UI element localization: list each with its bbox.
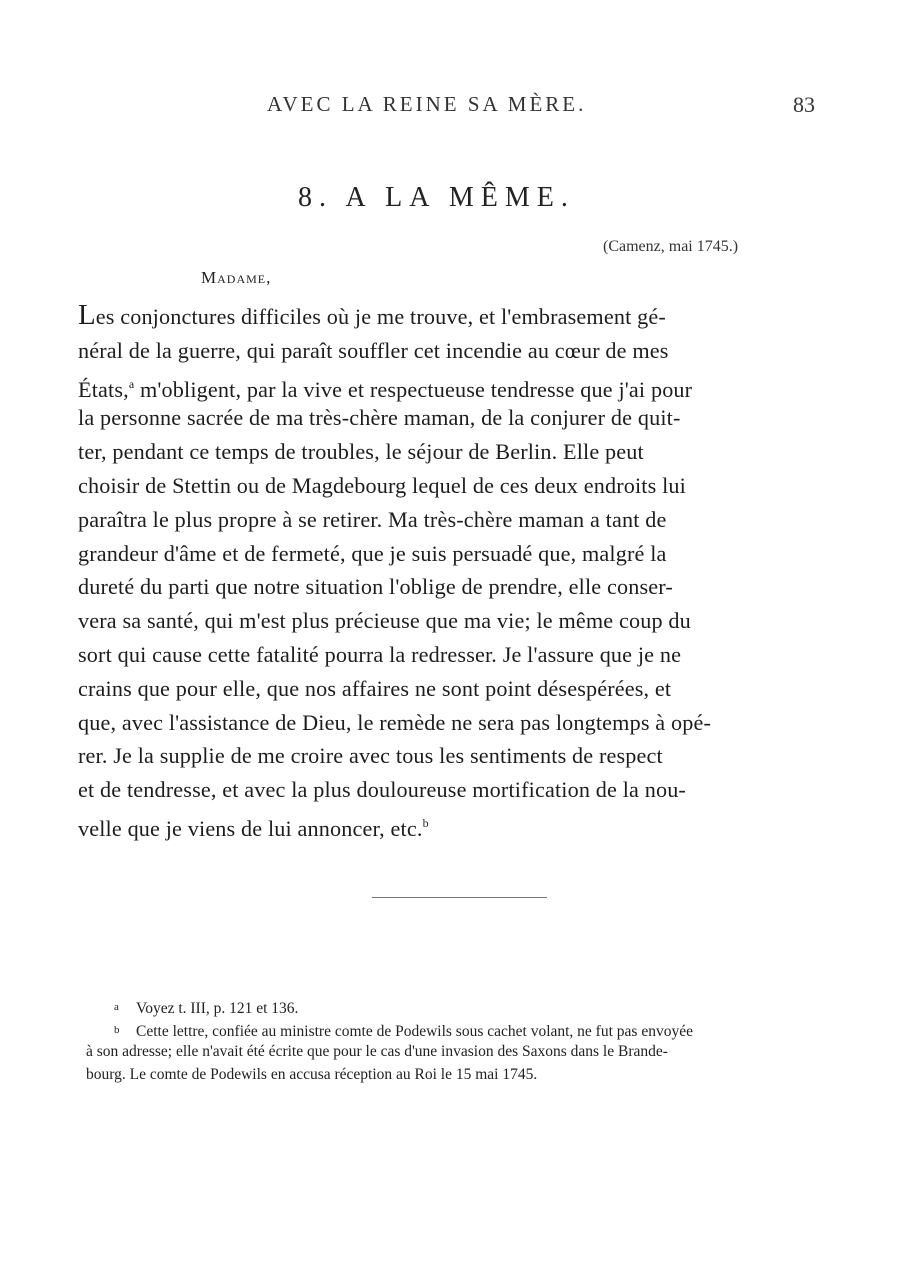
body-line-text: États, [78, 376, 129, 402]
footnote-marker: a [114, 1001, 119, 1013]
body-line: dureté du parti que notre situation l'oblige de prendre, elle conser- [78, 574, 673, 600]
body-line: la personne sacrée de ma très-chère maman, de la conjurer de quit- [78, 405, 681, 431]
body-line [78, 368, 830, 402]
letter-body [78, 300, 830, 841]
footnote-a [86, 996, 846, 1019]
dateline: (Camenz, mai 1745.) [603, 238, 739, 255]
body-line-text: velle que je viens de lui annoncer, etc. [78, 815, 423, 841]
footnote-b-continued: à son adresse; elle n'avait été écrite que pour le cas d'une invasion des Saxons dans le Brande- [86, 1043, 668, 1060]
body-line: vera sa santé, qui m'est plus précieuse que ma vie; le même coup du [78, 608, 691, 634]
footnote-ref-b: b [422, 815, 429, 830]
page-number: 83 [793, 92, 815, 117]
body-line: rer. Je la supplie de me croire avec tous les sentiments de respect [78, 743, 663, 769]
body-line: néral de la guerre, qui paraît souffler cet incendie au cœur de mes [78, 337, 669, 363]
footnote-marker: b [114, 1023, 120, 1036]
drop-capital: L [78, 299, 96, 331]
body-line: que, avec l'assistance de Dieu, le remède ne sera pas longtemps à opé- [78, 709, 712, 735]
footnote-ref-a: a [128, 376, 135, 391]
body-line: et de tendresse, et avec la plus douloureuse mortification de la nou- [78, 777, 686, 803]
body-line: grandeur d'âme et de fermeté, que je suis persuadé que, malgré la [78, 540, 667, 566]
body-line: choisir de Stettin ou de Magdebourg lequel de ces deux endroits lui [78, 472, 686, 498]
body-line-text: m'obligent, par la vive et respectueuse tendresse que j'ai pour [134, 376, 693, 402]
running-head: AVEC LA REINE SA MÈRE. [267, 92, 587, 116]
footnote-text: Voyez t. III, p. 121 et 136. [136, 1000, 299, 1017]
body-line [78, 300, 830, 334]
salutation: Madame, [201, 268, 272, 287]
footnotes [86, 996, 846, 1086]
body-line: ter, pendant ce temps de troubles, le séjour de Berlin. Elle peut [78, 439, 644, 465]
footnote-b [86, 1019, 846, 1042]
body-line: crains que pour elle, que nos affaires ne sont point désespérées, et [78, 675, 672, 701]
letter-title: 8. A LA MÊME. [298, 182, 575, 213]
body-line-text: es conjonctures difficiles où je me trouve, et l'embrasement gé- [95, 304, 666, 329]
footnote-text: Cette lettre, confiée au ministre comte de Podewils sous cachet volant, ne fut pas envoyée [136, 1022, 693, 1040]
body-line: paraîtra le plus propre à se retirer. Ma très-chère maman a tant de [78, 506, 667, 532]
footnote-b-continued: bourg. Le comte de Podewils en accusa réception au Roi le 15 mai 1745. [86, 1065, 538, 1083]
body-line [78, 807, 830, 841]
body-line: sort qui cause cette fatalité pourra la redresser. Je l'assure que je ne [78, 641, 682, 667]
section-divider [372, 897, 547, 898]
